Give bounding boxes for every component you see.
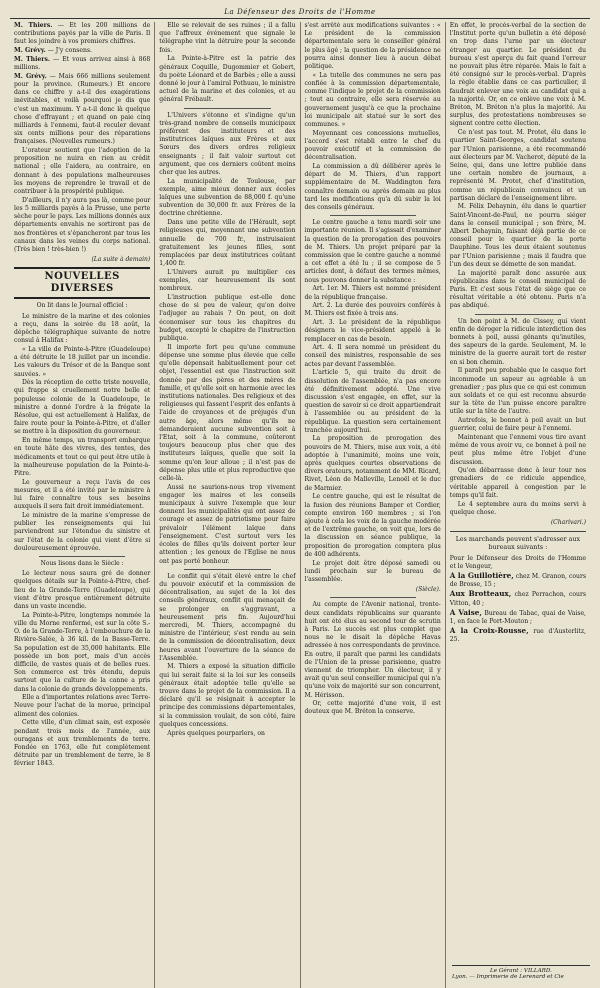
paragraph: En même temps, un transport embarque en toute hâte des vivres, des tentes, des médicaments et tout ce qui peut être utile à la malheureuse population de la Pointe-à-Pitre. <box>14 437 151 477</box>
paragraph: Ce n'est pas tout. M. Protet, élu dans le quartier Saint-Georges, candidat soutenu par l'Union parisienne, a été recommandé aux électeurs par M. Vacherot, député de la Seine, qui, dans une lettre publiée dans une certain nombre de journaux, a représenté M. Protet, chef d'institution, comme un républicain convaincu et un partisan déclaré de l'enseignement libre. <box>449 129 586 202</box>
columns <box>10 22 590 988</box>
paragraph: La Pointe-à-Pitre, longtemps nommée la ville du Morne renfermé, est sur la côte S.-O. de la Grande-Terre, à l'embouchure de la Rivière-Salée, à 36 kil. de la Basse-Terre. Sa population est de 35,000 habitants. Elle possède un bon port, mais d'un accès difficile, de vastes quais et de belles rues. Son commerce est très étendu, depuis surtout que la culture de la canne a pris dans la colonie de grands développements. <box>14 611 151 693</box>
paragraph: Cette ville, d'un climat sain, est exposée pendant trois mois de l'année, aux ouragans et aux tremblements de terre. Fondée en 1763, elle fut complètement détruite par un tremblement de terre, le 8 février 1843. <box>14 719 151 768</box>
paragraph: Dès la réception de cette triste nouvelle, qui frappe si cruellement notre belle et populeuse colonie de la Guadeloupe, le ministre a donné l'ordre à la frégate la Résolue, qui est actuellement à Halifax, de faire route pour la Pointe-à-Pitre, et d'aller se mettre à la disposition du gouverneur. <box>14 379 151 436</box>
source-attribution: (Charivari.) <box>550 518 586 526</box>
paragraph: Elle a d'importantes relations avec Terre-Neuve pour l'achat de la morue, principal aliment des colonies. <box>14 694 151 718</box>
article-line: Art. 4. Il sera nommé un président du conseil des ministres, responsable de ses actes par devant l'assemblée. <box>304 344 441 368</box>
divider <box>330 597 416 598</box>
paragraph: Après quelques pourparlers, on <box>167 729 265 737</box>
vendor-location: A la Croix-Rousse, <box>449 626 529 636</box>
column-4 <box>446 22 590 988</box>
paragraph: La municipalité de Toulouse, par exemple, aime mieux donner aux écoles laïques une subvention de 88,000 f. qu'une subvention de 30,000 fr. aux Frères de la doctrine chrétienne. <box>159 177 296 218</box>
paragraph: Le ministre de la marine et des colonies a reçu, dans la soirée du 18 août, la dépêche télégraphique suivante de notre consul à Halifax : <box>14 312 151 345</box>
continuation-note: (La suite à demain) <box>91 256 151 264</box>
divider <box>475 314 561 315</box>
paragraph: Au compte de l'Avenir national, trente-deux candidats républicains sur quarante huit ont été élus au second tour de scrutin à Paris. Le succès est plus complet que nous ne le disait la dépêche Havas adressée à nos correspondants de province. En outre, il paraît que parmi les candidats de l'Union de la presse parisienne, quatre viennent de triompher. Un électeur, il y avait qu'un seul conseiller municipal qui n'a qu'une voix de majorité sur son concurrent, M. Hérisson. <box>304 601 441 699</box>
paragraph: L'Univers aurait pu multiplier ces exemples, car heureusement ils sont nombreux. <box>159 268 296 293</box>
paragraph: M. Félix Dehaynin, élu dans le quartier Saint-Vincent-de-Paul, ne pourra siéger dans le conseil municipal ; son frère, M. Albert Dehaynin, faisant déjà partie de ce conseil pour le quartier de la porte Dauphine. Tous les deux étaient soutenus par l'Union parisienne ; mais il faudra que l'un des deux se démette de son mandat. <box>449 203 586 268</box>
paragraph: s'est arrêté aux modifications suivantes : « Le président de la commission départementale sera le conseiller général le plus âgé ; la question de la présidence ne pourra ainsi donner lieu à aucun débat politique. <box>304 22 441 71</box>
printer-imprint: Lyon. — Imprimerie de Lerenard et Cie <box>452 974 564 980</box>
column-3 <box>301 22 446 988</box>
vendors-heading: Les marchands peuvent s'adresser aux bureaux suivants : <box>455 536 580 552</box>
vendor-entry: A Vaise, Bureau de Tabac, quai de Vaise, 1, en face le Port-Mouton ; <box>449 607 586 626</box>
paragraph: Le projet doit être déposé samedi ou lundi prochain sur le bureau de l'assemblée. <box>304 559 441 583</box>
article-line: Art. 2. La durée des pouvoirs conférés à M. Thiers est fixée à trois ans. <box>304 302 441 318</box>
vendor-location: A la Guillotière, <box>449 571 514 580</box>
speaker-name: M. Grévy. <box>14 72 47 80</box>
paragraph: La proposition de prorogation des pouvoirs de M. Thiers, mise aux voix, a été adoptée à l'unanimité, moins une voix, après quelques courtes observations de divers orateurs, notamment de MM. Ricard, Rivet, Léon de Malleville, Lenoël et le duc de Marmier. <box>304 435 441 492</box>
speaker-name: M. Grévy. <box>14 47 46 55</box>
paragraph: Il paraît peu probable que le casque fort incommode un sapeur au agréable à un grenadier ; pas plus que ce qui est commun aux soldats et ce qui est reconnu absurde sur la tête de l'un puisse encore paraître utile sur la tête de l'autre. <box>449 367 586 416</box>
source-line: On lit dans le Journal officiel : <box>36 302 128 310</box>
paragraph: Le centre gauche a tenu mardi soir une importante réunion. Il s'agissait d'examiner la question de la prorogation des pouvoirs de M. Thiers. Un projet préparé par la commission que le centre gauche a nommé a cet effet a été lu ; il se compose de 5 articles dont, à défaut des termes mêmes, nous pouvons donner la substance : <box>304 219 441 284</box>
vendors-intro: Pour le Défenseur des Droits de l'Homme et le Vengeur, <box>449 554 586 570</box>
paragraph: La commission a dû délibérer après le départ de M. Thiers, d'un rapport supplémentaire de M. Waddington fera connaître demain ou après demain au plus tard les modifications qu'a dû subir la loi des conseils généraux. <box>304 162 441 211</box>
paragraph: L'instruction publique est-elle donc chose de si peu de valeur, qu'on doive l'adjuger au rabais ? On peut, on doit économiser sur tous les chapitres du budget, excepté le chapitre de l'instruction publique. <box>159 294 296 343</box>
paragraph: Le 4 septembre aura du moins servi à quelque chose. <box>449 500 586 516</box>
paragraph: Qu'on débarrasse donc à leur tour nos grenadiers de ce ridicule appendice, véritable appareil à congestion par le temps qu'il fait. <box>449 467 586 499</box>
speaker-name: M. Thiers. <box>14 22 53 29</box>
paragraph: Elle se relevait de ses ruines ; il a fallu que l'affreux événement que signale le télégraphe vint la détruire pour la seconde fois. <box>159 22 296 54</box>
paragraph: Le gouverneur a reçu l'avis de ces mesures, et il a été invité par le ministre à lui faire connaître tous ses besoins auxquels il sera fait droit immédiatement. <box>14 478 151 511</box>
page-footer <box>452 965 590 980</box>
section-title: NOUVELLES DIVERSES <box>14 267 150 299</box>
vendor-location: A Vaise, <box>449 607 482 617</box>
paragraph: La majorité paraît donc assurée aux républicains dans le conseil municipal de Paris. Et c'est sous l'état de siège que ce résultat véritable a été obtenu. Paris n'a pas abdiqué. <box>449 269 586 310</box>
column-1 <box>10 22 155 988</box>
paragraph: D'ailleurs, il n'y aura pas là, comme pour les 5 milliards payés à la Prusse, une perte sèche pour le pays. Les millions donnés aux départements envahis ne sortiront pas de nos frontières et s'épancheront par tous les canaux dans les veines du corps national. (Très bien ! très-bien !) <box>14 196 151 253</box>
column-2 <box>155 22 300 988</box>
dialogue-line: M. Grévy. — Mais 666 millions seulement pour la province. (Rumeurs.) Et encore dans ce chiffre y a-t-il des exagérations inévitables, et voilà pourquoi je dis que c'est un maximum. Y a-t-il donc là quelque chose d'effrayant ; et quand on paie cinq milliards à l'ennemi, faut-il reculer devant six cents millions pour des réparations françaises. (Nouvelles rumeurs.) <box>14 72 151 146</box>
divider <box>184 569 270 570</box>
paragraph: En effet, le procès-verbal de la section de l'Institut porte qu'un bulletin a été déposé en trop dans l'urne par un électeur étranger au quartier. Le président du bureau s'est aperçu du fait quand l'erreur ne pouvait plus être réparée. Mais le fait a été consigné sur le procès-verbal. D'après la règle établie dans ce cas particulier, il faudrait enlever une voix au candidat qui a la majorité. Or, en ce enlève une voix à M. Bréton, M. Bréton n'a plus la majorité. Au surplus, des protestations nombreuses se signent contre cette élection. <box>449 22 586 128</box>
article-line: Art. 1er. M. Thiers est nommé président de la république française. <box>304 285 441 301</box>
paragraph: Aussi ne saurions-nous trop vivement engager les maires et les conseils municipaux à suivre l'exemple que leur donnent les municipalités qui ont assez de courage et assez de patriotisme pour faire prévaloir l'élément laïque dans l'enseignement. C'est surtout vers les écoles de filles qu'ils doivent porter leur attention ; les genoux de l'Eglise ne nous ont pas porté bonheur. <box>159 483 296 565</box>
paragraph: L'article 5, qui traite du droit de dissolution de l'assemblée, n'a pas encore été définitivement adopté. Une vive discussion s'est engagée, en effet, sur la question de savoir si ce droit appartiendrait à l'assemblée ou au président de la république. La question sera certainement tranchée aujourd'hui. <box>304 369 441 434</box>
source-attribution: (Siècle). <box>415 586 441 594</box>
divider <box>39 556 125 557</box>
dialogue-line: M. Thiers. — Et vous arrivez ainsi à 868 millions. <box>14 55 151 72</box>
paragraph: Le lecteur nous saura gré de donner quelques détails sur la Pointe-à-Pitre, chef-lieu de la Grande-Terre (Guadeloupe), qui vient d'être presque entièrement détruite dans un vaste incendie. <box>14 570 151 610</box>
paragraph: Or, cette majorité d'une voix, il est douteux que M. Bréton la conserve. <box>304 700 441 716</box>
dialogue-line: M. Thiers. — Et les 200 millions de contributions payés par la ville de Paris. Il faut les joindre à vos premiers chiffres. <box>14 22 151 46</box>
paragraph: L'Univers s'étonne et s'indigne qu'un très-grand nombre de conseils municipaux préfèrent des instituteurs et des institutrices laïques aux Frères et aux Sœurs des divers ordres religieux enseignants ; il fait valoir surtout cet argument, que ces derniers coûtent moins cher que les autres. <box>159 111 296 176</box>
gerant-signature: Le Gérant : VILLARD. <box>490 968 552 974</box>
vendor-location: Aux Brotteaux, <box>449 589 512 599</box>
running-head: La Défenseur des Droits de l'Homme <box>10 6 590 19</box>
paragraph: « La ville de Pointe-à-Pitre (Guadeloupe) a été détruite le 18 juillet par un incendie. Les valeurs du Trésor et de la Banque sont sauvées. » <box>14 345 151 378</box>
paragraph: L'orateur soutient que l'adoption de la proposition ne nuira en rien au crédit national ; elle l'aidera, au contraire, en donnant à des populations malheureuses les moyens de reprendre le travail et de contribuer à la prospérité publique. <box>14 147 151 196</box>
divider <box>330 215 416 216</box>
paragraph: M. Thiers a exposé la situation difficile qui lui serait faite si la loi sur les conseils généraux était adoptée telle qu'elle se trouve dans le projet de la commission. Il a déclaré qu'il se résignait à accepter le principe des commissions départementales, si la commission voulait, de son côté, faire quelques concessions. <box>159 663 296 728</box>
vendor-entry: A la Croix-Rousse, rue d'Austerlitz, 25. <box>449 626 586 644</box>
vendor-entry: A la Guillotière, chez M. Granon, cours de Brosse, 15 ; <box>449 571 586 589</box>
paragraph: Le conflit qui s'était élevé entre le chef du pouvoir exécutif et la commission de décentralisation, au sujet de la loi des conseils généraux, conflit qui menaçait de se prolonger en s'aggravant, a heureusement pris fin. Aujourd'hui mercredi, M. Thiers, accompagné du ministre de l'intérieur, s'est rendu au sein de la commission de décentralisation, deux heures avant l'ouverture de la séance de l'Assemblée. <box>159 572 296 662</box>
vendor-entry: Aux Brotteaux, chez Perrachon, cours Vitton, 40 ; <box>449 589 586 607</box>
divider <box>184 108 270 109</box>
speaker-name: M. Thiers. <box>14 55 51 63</box>
paragraph: Maintenant que l'ennemi vous tire avant même de vous avoir vu, ce bonnet à poil ne peut plus même être l'objet d'une discussion. <box>449 433 586 466</box>
dialogue-line: M. Grévy. — J'y consens. <box>14 47 92 55</box>
article-line: Art. 3. Le président de la république désignera le vice-président appelé à le remplacer en cas de besoin. <box>304 319 441 343</box>
paragraph: Un bon point à M. de Cissey, qui vient enfin de déroger la ridicule interdiction des bonnets à poil, aussi gênants qu'inutiles, des sapeurs de la garde. Seulement, M. le ministre de la guerre aurait tort de rester en si bon chemin. <box>449 317 586 366</box>
paragraph: Dans une petite ville de l'Hérault, sept religieuses qui, moyennant une subvention annuelle de 700 fr., instruisaient gratuitement les jeunes filles, sont remplacées par deux institutrices coûtant 1,400 fr. <box>159 219 296 268</box>
paragraph: Autrefois, le bonnet à poil avait un but guerrier, celui de faire peur à l'ennemi. <box>449 417 586 433</box>
paragraph: Il importe fort peu qu'une commune dépense une somme plus élevée que celle qu'elle dépensait habituellement pour cet objet, l'essentiel est que l'instruction soit donnée par des pères et des mères de famille, et qu'elle soit en harmonie avec les institutions nationales. Des religieux et des religieuses qui fassent l'esprit des enfants à l'aide de croyances et de préjugés d'un autre âge, alors même qu'ils ne demanderaient aucune subvention soit à l'Etat, soit à la commune, coûteront toujours beaucoup plus cher que des instituteurs laïques, quelle que soit la somme qu'on leur alloue ; il n'est pas de dépense plus utile et plus reproductive que celle-là. <box>159 343 296 482</box>
source-line: Nous lisons dans le Siècle : <box>40 559 124 567</box>
paragraph: « La tutelle des communes ne sera pas confiée à la commission départementale, comme l'indique le projet de la commission ; tout au contraire, elle sera réservée au gouvernement jusqu'à ce que la prochaine loi municipale ait statué sur le sort des communes. » <box>304 71 441 128</box>
paragraph: Moyennant ces concessions mutuelles, l'accord s'est rétabli entre le chef du pouvoir exécutif et la commission de décentralisation. <box>304 129 441 162</box>
paragraph: Le ministre de la marine s'empresse de publier les renseignements qui lui parviendront sur l'étendue du sinistre et sur l'état de la colonie qui vient d'être si douloureusement éprouvée. <box>14 511 151 552</box>
vendors-notice <box>450 531 586 644</box>
paragraph: Le centre gauche, qui est le résultat de la fusion des réunions Bamper et Cordier, compte environ 160 membres ; si l'on ajoute à cela les voix de la gauche modérée et de l'extrême gauche, on voit que, lors de la discussion en séance publique, la proposition de prorogation comptera plus de 400 adhérents. <box>304 493 441 558</box>
paragraph: La Pointe-à-Pitre est la patrie des généraux Coquille, Dugommier et Gobert, du poète Léonard et de Barbès ; elle a aussi donné le jour à l'amiral Pothuau, le ministre actuel de la marine et des colonies, et au général Frébault. <box>159 55 296 104</box>
